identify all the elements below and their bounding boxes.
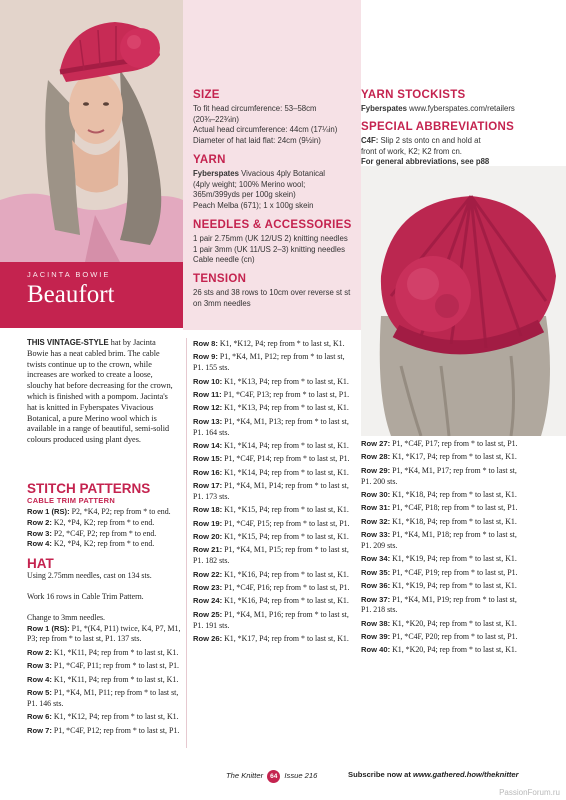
row-label: Row 32: (361, 516, 391, 526)
pattern-row (193, 545, 353, 567)
row-text: K1, *K16, P4; rep from * to last st, K1. (222, 596, 349, 606)
pattern-row (27, 661, 181, 672)
stockist-url[interactable]: www.fyberspates.com/retailers (406, 104, 515, 113)
stitch-patterns-heading: STITCH PATTERNS (27, 481, 151, 496)
row-text: K1, *K16, P4; rep from * to last st, K1. (222, 569, 349, 579)
row-text: P1, *C4F, P15; rep from * to last st, P1. (222, 518, 350, 528)
row-text: P1, *K4, M1, P19; rep from * to last st, P1. 218 sts. (361, 594, 517, 615)
row-text: K2, *P4, K2; rep from * to end. (51, 517, 155, 527)
watermark: PassionForum.ru (499, 788, 560, 797)
column-3 (361, 439, 521, 659)
row-label: Row 7: (27, 725, 52, 735)
row-text: K1, *K18, P4; rep from * to last st, K1. (390, 489, 517, 499)
tension-line: on 3mm needles (193, 298, 251, 308)
row-label: Row 27: (361, 439, 391, 448)
pattern-row (361, 595, 521, 617)
size-line: (20¾–22¾in) (193, 114, 239, 124)
pattern-row (27, 712, 181, 723)
size-text (193, 104, 358, 146)
row-text: K1, *K11, P4; rep from * to last st, K1. (51, 674, 179, 684)
row-label: Row 11: (193, 389, 222, 399)
intro-paragraph (27, 338, 177, 446)
abbreviations-section (361, 121, 561, 168)
row-label: Row 13: (193, 416, 223, 426)
pattern-row (27, 518, 181, 529)
row-label: Row 37: (361, 594, 391, 604)
row-label: Row 22: (193, 569, 223, 579)
stockists-heading: YARN STOCKISTS (361, 89, 466, 101)
stockist-brand: Fyberspates (361, 104, 407, 113)
needles-line: 1 pair 2.75mm (UK 12/US 2) knitting needles (193, 234, 348, 243)
row-text: K1, *K11, P4; rep from * to last st, K1. (51, 647, 179, 657)
row-label: Row 4: (27, 674, 52, 684)
pattern-row (193, 596, 353, 607)
tension-text (193, 288, 358, 309)
yarn-brand: Fyberspates (193, 169, 239, 178)
row-label: Row 8: (193, 339, 218, 348)
pattern-row (361, 568, 521, 579)
row-label: Row 23: (193, 583, 223, 593)
size-heading: SIZE (193, 89, 220, 101)
row-label: Row 21: (193, 545, 223, 555)
title-band (0, 262, 183, 328)
pattern-row (27, 539, 181, 550)
page-footer (0, 766, 566, 786)
row-label: Row 36: (361, 581, 391, 591)
pattern-row (361, 503, 521, 514)
hat-instruction: Change to 3mm needles. (27, 612, 106, 622)
pattern-row (361, 452, 521, 463)
pattern-row (361, 645, 521, 656)
pattern-row (193, 570, 353, 581)
row-label: Row 39: (361, 632, 391, 642)
row-text: K1, *K18, P4; rep from * to last st, K1. (390, 516, 517, 526)
pattern-row (193, 583, 353, 594)
column-2 (193, 339, 353, 647)
row-text: P1, *K4, M1, P14; rep from * to last st, P1. 173 sts. (193, 481, 349, 501)
model-photo (0, 0, 183, 262)
row-label: Row 18: (193, 505, 223, 515)
pattern-row (193, 532, 353, 543)
row-text: K1, *K19, P4; rep from * to last st, K1. (390, 581, 517, 591)
row-label: Row 17: (193, 481, 223, 491)
column-divider (186, 338, 187, 748)
row-label: Row 33: (361, 530, 391, 540)
pattern-row (361, 530, 521, 552)
row-text: P1, *K4, M1, P17; rep from * to last st, P1. 200 sts. (361, 465, 517, 486)
pattern-row (27, 675, 181, 686)
pattern-row (361, 554, 521, 565)
row-label: Row 12: (193, 403, 223, 413)
intro-text: hat by Jacinta Bowie has a neat cabled brim. The cable twists continue up to the crown, while increases are worked to create a loose, slouchy hat before decreasing for the crown, which is finished with a pompom. Jacinta's hat is knitted in Fyberspates Vivacious Botanical, a pure Merino wool which is available in a range of beautiful, semi-solid colours produced using plant dyes. (27, 338, 173, 445)
row-text: P1, *C4F, P14; rep from * to last st, P1. (222, 454, 350, 464)
row-text: P1, *K4, M1, P13; rep from * to last st, P1. 164 sts. (193, 416, 349, 437)
row-text: P1, *(K4, P11) twice, K4, P7, M1, P3; rep from * to last st, P1. 137 sts. (27, 623, 181, 644)
row-text: P1, *K4, M1, P11; rep from * to last st, P1. 146 sts. (27, 687, 179, 708)
footer-subscribe (348, 770, 519, 779)
row-label: Row 9: (193, 352, 218, 362)
tension-section (193, 273, 358, 309)
intro-lead: THIS VINTAGE-STYLE (27, 338, 109, 347)
pattern-row (193, 481, 353, 503)
row-text: P1, *C4F, P18; rep from * to last st, P1. (390, 503, 518, 513)
tension-line: 26 sts and 38 rows to 10cm over reverse st st (193, 288, 351, 297)
needles-heading: NEEDLES & ACCESSORIES (193, 219, 352, 231)
abbreviation-term: C4F: (361, 136, 379, 145)
yarn-section (193, 154, 358, 211)
magazine-name: The Knitter (226, 771, 264, 780)
pattern-row (193, 352, 353, 374)
row-text: K1, *K15, P4; rep from * to last st, K1. (222, 505, 349, 515)
row-label: Row 19: (193, 518, 223, 528)
row-label: Row 30: (361, 489, 391, 499)
designer-name: JACINTA BOWIE (27, 270, 111, 279)
pattern-row (193, 505, 353, 516)
row-label: Row 40: (361, 645, 391, 655)
row-text: K1, *K17, P4; rep from * to last st, K1. (390, 452, 517, 462)
row-text: K1, *K15, P4; rep from * to last st, K1. (222, 532, 349, 542)
row-label: Row 34: (361, 554, 391, 564)
issue-number: Issue 216 (284, 771, 318, 780)
pattern-row (193, 610, 353, 632)
row-text: K1, *K12, P4; rep from * to last st, K1. (51, 712, 179, 722)
pattern-row (361, 439, 521, 450)
row-label: Row 1 (RS): (27, 623, 70, 633)
row-text: K1, *K17, P4; rep from * to last st, K1. (222, 634, 349, 644)
cable-trim-heading: CABLE TRIM PATTERN (27, 496, 116, 505)
row-text: K1, *K14, P4; rep from * to last st, K1. (222, 467, 349, 477)
abbreviation-definition: Slip 2 sts onto cn and hold at front of work, K2; K2 from cn. (361, 136, 481, 156)
pattern-row (193, 417, 353, 439)
page-number: 64 (267, 770, 280, 783)
yarn-name: Vivacious 4ply Botanical (238, 169, 326, 178)
row-label: Row 16: (193, 467, 223, 477)
row-label: Row 29: (361, 465, 391, 475)
row-text: P1, *C4F, P17; rep from * to last st, P1. (390, 439, 518, 448)
row-label: Row 2: (27, 517, 52, 527)
abbreviations-heading: SPECIAL ABBREVIATIONS (361, 121, 515, 133)
pattern-title: Beaufort (27, 281, 115, 308)
pattern-row (193, 468, 353, 479)
row-label: Row 25: (193, 609, 223, 619)
pattern-row (361, 490, 521, 501)
stockists-section (361, 89, 561, 115)
yarn-line (193, 169, 358, 180)
row-label: Row 1 (RS): (27, 507, 70, 516)
row-text: P1, *K4, M1, P15; rep from * to last st, P1. 182 sts. (193, 545, 349, 566)
row-label: Row 28: (361, 452, 391, 462)
row-text: K1, *K13, P4; rep from * to last st, K1. (222, 376, 349, 386)
pattern-row (361, 632, 521, 643)
row-label: Row 15: (193, 454, 223, 464)
row-text: K1, *K20, P4; rep from * to last st, K1. (390, 645, 517, 655)
row-label: Row 2: (27, 647, 52, 657)
row-label: Row 3: (27, 661, 52, 671)
pattern-row (193, 441, 353, 452)
row-label: Row 10: (193, 376, 223, 386)
pattern-row (361, 466, 521, 488)
tension-heading: TENSION (193, 273, 247, 285)
row-label: Row 4: (27, 539, 52, 549)
needles-line: Cable needle (cn) (193, 255, 255, 265)
pattern-row (27, 688, 181, 710)
pattern-row (361, 581, 521, 592)
pattern-row (193, 634, 353, 645)
pattern-row (193, 519, 353, 530)
row-label: Row 3: (27, 528, 52, 538)
row-label: Row 5: (27, 687, 52, 697)
row-text: K1, *K13, P4; rep from * to last st, K1. (222, 403, 349, 413)
size-section (193, 89, 358, 146)
hat-heading: HAT (27, 556, 54, 572)
row-text: P1, *C4F, P19; rep from * to last st, P1. (390, 567, 518, 577)
row-label: Row 38: (361, 618, 391, 628)
row-text: K1, *K20, P4; rep from * to last st, K1. (390, 618, 517, 628)
row-text: P1, *C4F, P12; rep from * to last st, P1. (51, 725, 180, 735)
pattern-row (193, 377, 353, 388)
row-text: P2, *K4, P2; rep from * to end. (69, 507, 171, 516)
row-text: K2, *P4, K2; rep from * to end. (51, 539, 155, 549)
pattern-row (193, 403, 353, 414)
row-label: Row 14: (193, 440, 223, 450)
cable-trim-rows (27, 507, 181, 550)
pattern-row (27, 529, 181, 540)
row-text: K1, *K14, P4; rep from * to last st, K1. (222, 440, 349, 450)
pattern-row (361, 619, 521, 630)
size-line: To fit head circumference: 53–58cm (193, 104, 317, 113)
yarn-heading: YARN (193, 154, 226, 166)
pattern-row (27, 624, 181, 646)
column-1 (27, 481, 181, 739)
row-label: Row 24: (193, 596, 223, 606)
row-text: P1, *K4, M1, P16; rep from * to last st, P1. 191 sts. (193, 609, 349, 630)
pattern-row (193, 454, 353, 465)
size-line: Actual head circumference: 44cm (17¼in) (193, 125, 338, 135)
pattern-row (27, 726, 181, 737)
yarn-line: (4ply weight; 100% Merino wool; (193, 179, 306, 189)
yarn-text (193, 169, 358, 211)
yarn-line: 365m/399yds per 100g skein) (193, 190, 296, 200)
pattern-row (361, 517, 521, 528)
needles-line: 1 pair 3mm (UK 11/US 2–3) knitting needles (193, 244, 345, 254)
row-text: P1, *K4, M1, P12; rep from * to last st, P1. 155 sts. (193, 352, 345, 373)
size-line: Diameter of hat laid flat: 24cm (9½in) (193, 135, 321, 145)
row-text: P1, *K4, M1, P18; rep from * to last st, P1. 209 sts. (361, 530, 517, 550)
subscribe-text: Subscribe now at (348, 770, 413, 779)
row-label: Row 6: (27, 712, 52, 722)
hat-rows-1 (27, 624, 181, 737)
pattern-row (27, 507, 181, 518)
row-label: Row 20: (193, 532, 223, 542)
row-text: P2, *C4F, P2; rep from * to end. (51, 528, 157, 538)
row-label: Row 35: (361, 567, 391, 577)
hat-instruction: Using 2.75mm needles, cast on 134 sts. (27, 571, 152, 581)
row-text: K1, *K19, P4; rep from * to last st, K1. (390, 554, 517, 564)
stockists-text (361, 104, 561, 115)
row-label: Row 26: (193, 634, 223, 644)
row-text: K1, *K12, P4; rep from * to last st, K1. (217, 339, 345, 348)
footer-magazine (226, 770, 317, 783)
row-label: Row 31: (361, 503, 391, 513)
needles-section (193, 219, 358, 266)
pattern-row (193, 339, 353, 350)
row-text: P1, *C4F, P13; rep from * to last st, P1. (221, 389, 350, 399)
pattern-row (193, 390, 353, 401)
hat-photo (361, 166, 566, 436)
row-text: P1, *C4F, P20; rep from * to last st, P1. (390, 632, 518, 642)
subscribe-link[interactable]: www.gathered.how/theknitter (412, 770, 519, 779)
row-text: P1, *C4F, P11; rep from * to last st, P1. (51, 661, 179, 671)
row-text: P1, *C4F, P16; rep from * to last st, P1. (222, 583, 350, 593)
abbreviation-c4f (361, 136, 491, 157)
yarn-line: Peach Melba (671); 1 x 100g skein (193, 200, 314, 210)
general-abbreviations-note: For general abbreviations, see p88 (361, 157, 490, 167)
hat-instruction: Work 16 rows in Cable Trim Pattern. (27, 591, 144, 601)
pattern-row (27, 648, 181, 659)
needles-text (193, 234, 358, 266)
